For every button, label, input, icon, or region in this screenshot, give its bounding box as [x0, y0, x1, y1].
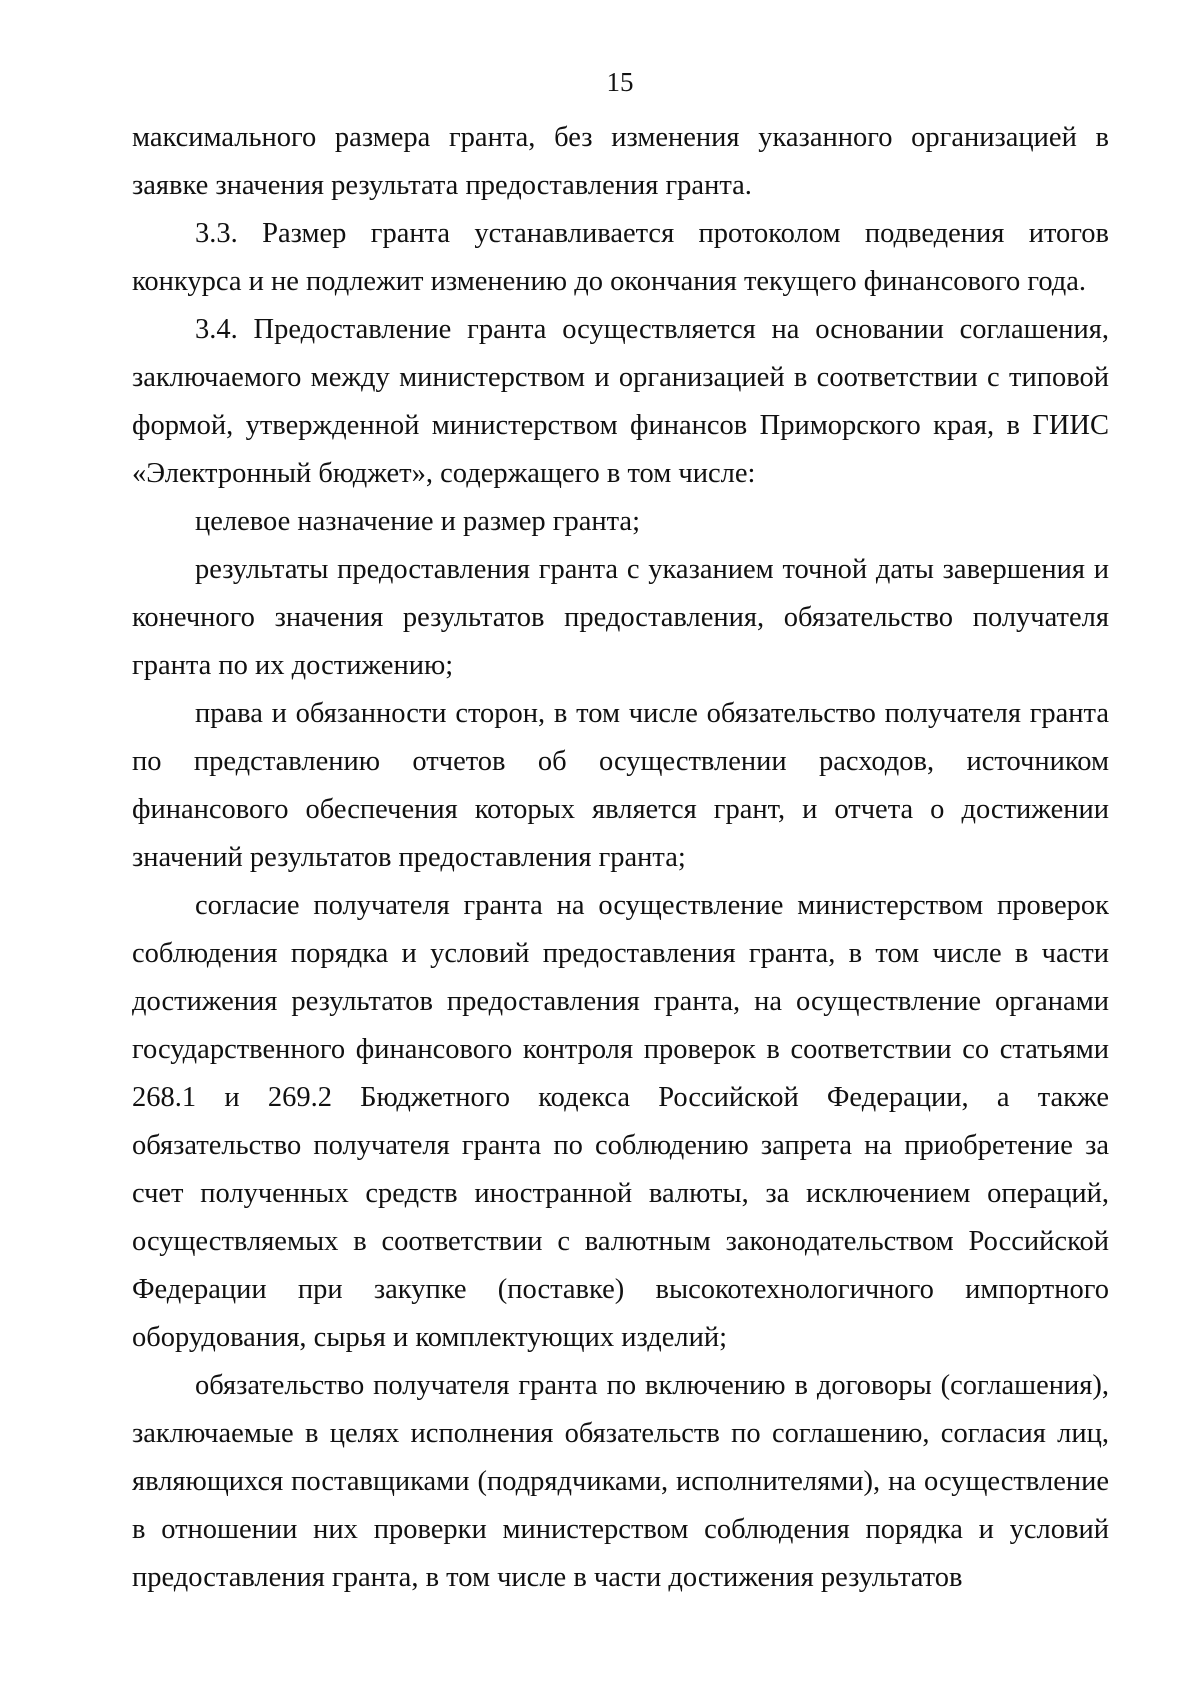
list-item-rights: права и обязанности сторон, в том числе обязательство получателя гранта по представлению отчетов об осуществлении расходов, источником финансового обеспечения которых является грант, и отчета о достижении значений результатов предоставления гранта;	[132, 698, 1109, 873]
page-number: 15	[606, 67, 634, 97]
paragraph-continuation: максимального размера гранта, без изменения указанного организацией в заявке значения результата предоставления гранта.	[132, 122, 1109, 201]
paragraph-3-4: 3.4. Предоставление гранта осуществляется на основании соглашения, заключаемого между министерством и организацией в соответствии с типовой формой, утвержденной министерством финансов Приморского края, в ГИИС «Электронный бюджет», содержащего в том числе:	[132, 314, 1109, 489]
list-item-purpose: целевое назначение и размер гранта;	[195, 506, 640, 537]
list-item-obligation: обязательство получателя гранта по включению в договоры (соглашения), заключаемые в целях исполнения обязательств по соглашению, согласия лиц, являющихся поставщиками (подрядчиками, исполнителями), на осуществление в отношении них проверки министерством соблюдения порядка и условий предоставления гранта, в том числе в части достижения результатов	[132, 1370, 1109, 1593]
paragraph-3-3: 3.3. Размер гранта устанавливается протоколом подведения итогов конкурса и не подлежит изменению до окончания текущего финансового года.	[132, 218, 1109, 297]
list-item-consent: согласие получателя гранта на осуществление министерством проверок соблюдения порядка и условий предоставления гранта, в том числе в части достижения результатов предоставления гранта, на осуществление органами государственного финансового контроля проверок в соответствии со статьями 268.1 и 269.2 Бюджетного кодекса Российской Федерации, а также обязательство получателя гранта по соблюдению запрета на приобретение за счет полученных средств иностранной валюты, за исключением операций, осуществляемых в соответствии с валютным законодательством Российской Федерации при закупке (поставке) высокотехнологичного импортного оборудования, сырья и комплектующих изделий;	[132, 890, 1109, 1353]
document-body	[132, 114, 1109, 1602]
list-item-results: результаты предоставления гранта с указанием точной даты завершения и конечного значения результатов предоставления, обязательство получателя гранта по их достижению;	[132, 554, 1109, 681]
